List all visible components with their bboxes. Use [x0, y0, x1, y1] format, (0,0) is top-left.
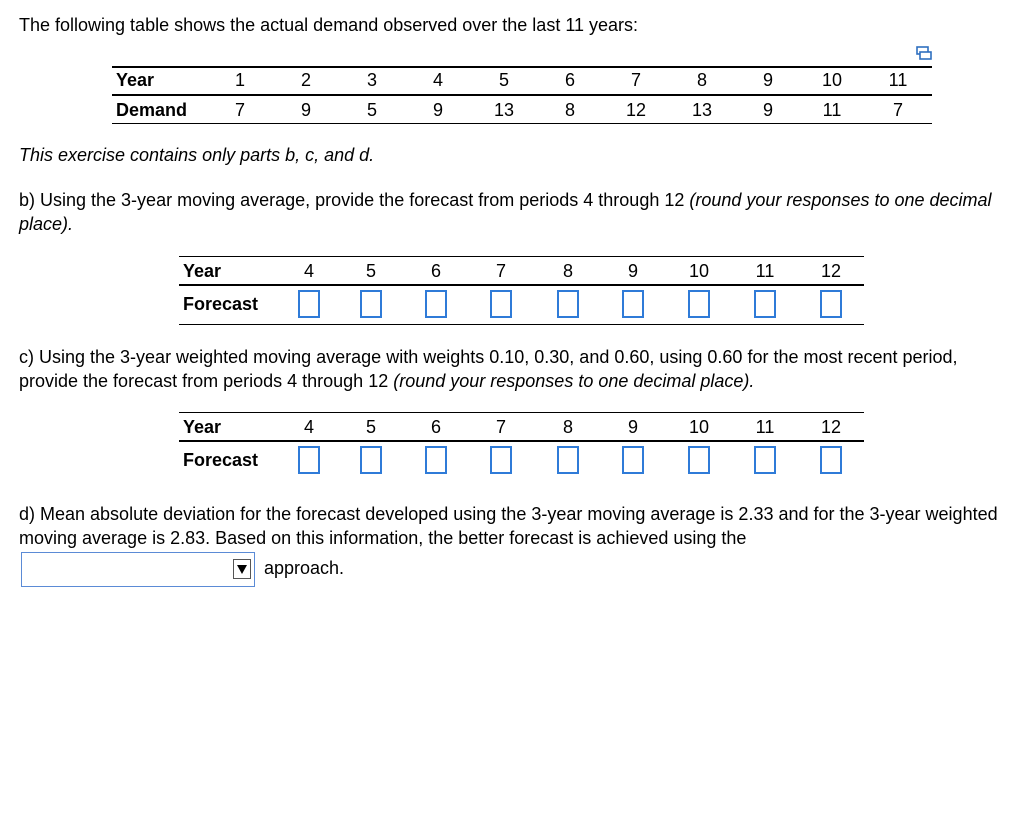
intro-text: The following table shows the actual demand observed over the last 11 years: [19, 15, 639, 35]
part-c-year-9: 9 [627, 417, 638, 437]
demand-year-cell-5: 5 [498, 70, 509, 90]
part-b-year-4: 4 [303, 261, 314, 281]
part-b-table [179, 256, 864, 326]
part-b-forecast-input-8[interactable] [557, 290, 579, 318]
part-c-year-8: 8 [562, 417, 573, 437]
part-b-year-11: 11 [755, 261, 775, 281]
part-c-year-12: 12 [820, 417, 842, 437]
demand-year-cell-11: 11 [888, 70, 908, 90]
exercise-note: This exercise contains only parts b, c, and d. [19, 145, 375, 165]
demand-value-cell: 7 [892, 100, 903, 120]
demand-year-cell-1: 1 [234, 70, 245, 90]
dropdown-arrow-icon[interactable] [233, 559, 251, 579]
part-b-forecast-input-9[interactable] [622, 290, 644, 318]
part-d-question: d) Mean absolute deviation for the forecast developed using the 3-year moving average is 2.33 and for the 3-year weighted moving average is 2.83. Based on this information, the better forecast is achieved using the [19, 504, 998, 548]
part-c-forecast-input-6[interactable] [425, 446, 447, 474]
demand-value-cell: 5 [366, 100, 377, 120]
demand-value-cell: 9 [762, 100, 773, 120]
year-row-label: Year [116, 70, 155, 90]
part-b-year-12: 12 [820, 261, 842, 281]
part-c-forecast-input-5[interactable] [360, 446, 382, 474]
part-b-year-label: Year [183, 261, 222, 281]
part-c-year-label: Year [183, 417, 222, 437]
demand-value-cell: 9 [432, 100, 443, 120]
demand-value-cell: 13 [691, 100, 713, 120]
part-c-forecast-label: Forecast [183, 450, 259, 470]
demand-year-cell-6: 6 [564, 70, 575, 90]
part-b-forecast-input-6[interactable] [425, 290, 447, 318]
part-b-forecast-input-12[interactable] [820, 290, 842, 318]
part-b-forecast-input-5[interactable] [360, 290, 382, 318]
demand-year-cell-3: 3 [366, 70, 377, 90]
approach-suffix: approach. [264, 558, 345, 578]
part-b-year-10: 10 [688, 261, 710, 281]
part-b-year-9: 9 [627, 261, 638, 281]
part-c-year-11: 11 [755, 417, 775, 437]
part-b-forecast-input-7[interactable] [490, 290, 512, 318]
part-c-question: c) Using the 3-year weighted moving average with weights 0.10, 0.30, and 0.60, using 0.60 for the most recent period, provide the forecast from periods 4 through 12 (round your responses to one decimal place). [19, 347, 958, 391]
part-b-year-7: 7 [495, 261, 506, 281]
demand-value-cell: 13 [493, 100, 515, 120]
demand-year-cell-7: 7 [630, 70, 641, 90]
part-b-forecast-input-4[interactable] [298, 290, 320, 318]
part-b-forecast-input-11[interactable] [754, 290, 776, 318]
demand-year-cell-8: 8 [696, 70, 707, 90]
part-c-year-6: 6 [430, 417, 441, 437]
approach-select[interactable] [21, 552, 255, 587]
demand-year-cell-2: 2 [300, 70, 311, 90]
part-b-forecast-label: Forecast [183, 294, 259, 314]
demand-value-cell: 11 [822, 100, 842, 120]
demand-value-cell: 7 [234, 100, 245, 120]
demand-value-cell: 12 [625, 100, 647, 120]
demand-year-cell-9: 9 [762, 70, 773, 90]
part-b-year-6: 6 [430, 261, 441, 281]
part-c-forecast-input-7[interactable] [490, 446, 512, 474]
part-b-question: b) Using the 3-year moving average, provide the forecast from periods 4 through 12 (round your responses to one decimal place). [19, 190, 992, 234]
demand-value-cell: 8 [564, 100, 575, 120]
part-b-year-5: 5 [365, 261, 376, 281]
part-c-forecast-input-11[interactable] [754, 446, 776, 474]
part-c-forecast-input-10[interactable] [688, 446, 710, 474]
part-c-year-7: 7 [495, 417, 506, 437]
demand-row-label: Demand [116, 100, 188, 120]
part-b-forecast-input-10[interactable] [688, 290, 710, 318]
part-b-year-8: 8 [562, 261, 573, 281]
part-c-year-4: 4 [303, 417, 314, 437]
demand-table [112, 66, 932, 126]
demand-year-cell-10: 10 [821, 70, 843, 90]
copy-table-icon[interactable] [916, 44, 932, 58]
demand-year-cell-4: 4 [432, 70, 443, 90]
part-c-year-10: 10 [688, 417, 710, 437]
part-c-table [179, 412, 864, 482]
part-c-forecast-input-8[interactable] [557, 446, 579, 474]
demand-value-cell: 9 [300, 100, 311, 120]
part-c-forecast-input-9[interactable] [622, 446, 644, 474]
part-c-forecast-input-12[interactable] [820, 446, 842, 474]
part-c-year-5: 5 [365, 417, 376, 437]
part-c-forecast-input-4[interactable] [298, 446, 320, 474]
